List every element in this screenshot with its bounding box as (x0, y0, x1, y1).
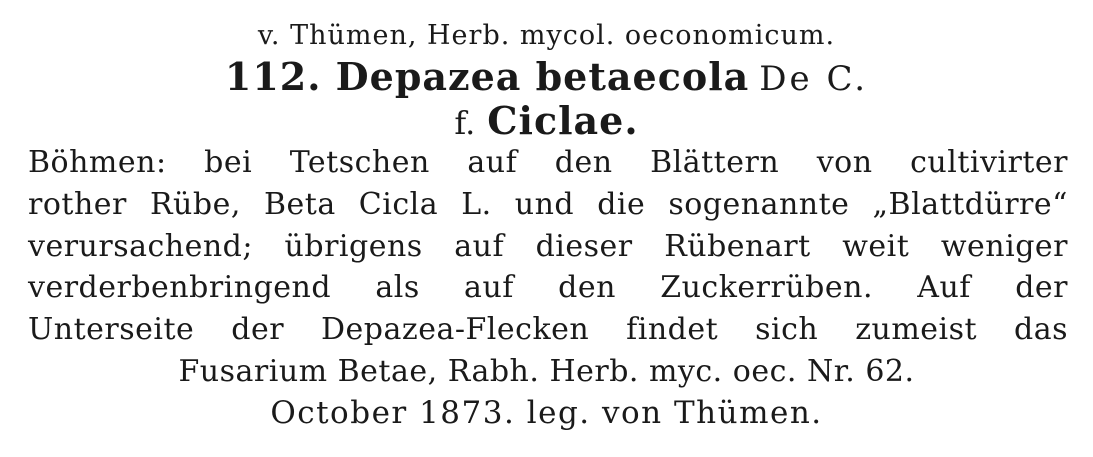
description-line: verderbenbringend als auf den Zuckerrüben. Auf der (28, 270, 1068, 305)
collection-date: October 1873. leg. von Thümen. (270, 395, 823, 431)
forma-line (0, 98, 1093, 143)
species-title (0, 54, 1093, 99)
description-line: rother Rübe, Beta Cicla L. und die sogenannte „Blattdürre“ (28, 187, 1068, 222)
species-number-and-name: 112. Depazea betaecola (224, 54, 750, 99)
description-line: Böhmen: bei Tetschen auf den Blättern von cultivirter (28, 145, 1068, 180)
description-line: Unterseite der Depazea-Flecken findet sich zumeist das (28, 312, 1068, 347)
description-line: verursachend; übrigens auf dieser Rübenart weit weniger (28, 229, 1068, 264)
forma-prefix: f. (454, 104, 476, 142)
species-author: De C. (759, 59, 869, 99)
description-line: Fusarium Betae, Rabh. Herb. myc. oec. Nr. 62. (178, 354, 915, 389)
forma-name: Ciclae. (487, 98, 639, 143)
herbarium-header: v. Thümen, Herb. mycol. oeconomicum. (257, 20, 836, 51)
